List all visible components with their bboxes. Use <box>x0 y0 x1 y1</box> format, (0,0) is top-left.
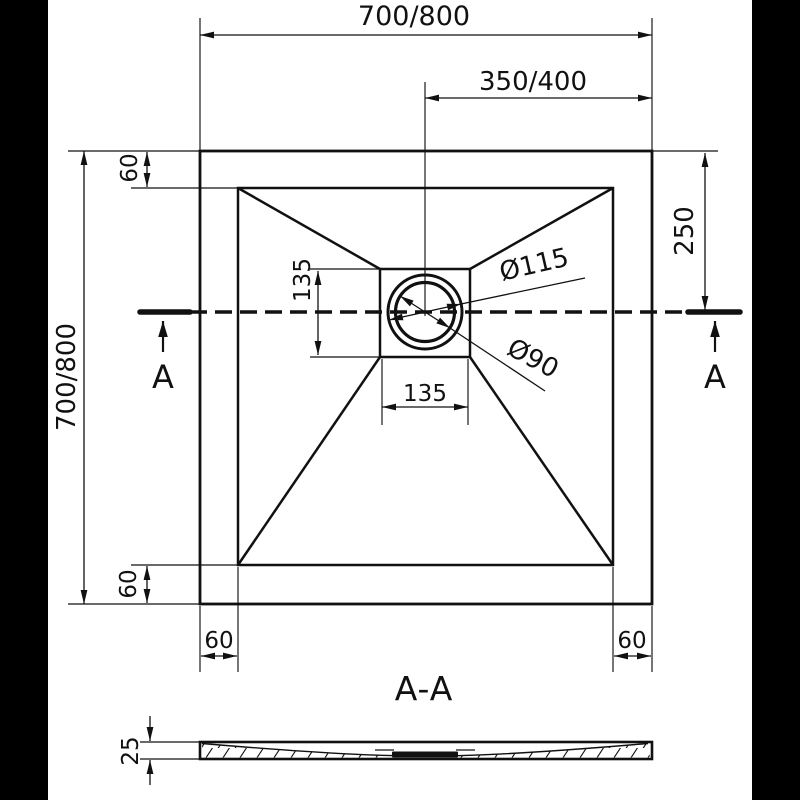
section-title: A-A <box>394 669 454 708</box>
dim-section-thickness: 25 <box>118 736 144 766</box>
dim-drain-square-width: 135 <box>403 381 447 407</box>
drawing-sheet <box>48 0 752 800</box>
tray-outer-edge <box>200 151 652 604</box>
dim-drain-outer-diameter: Ø115 <box>496 242 572 288</box>
dim-drain-square-height: 135 <box>290 258 316 302</box>
extension-lines <box>68 18 718 672</box>
section-drain-body <box>392 752 458 758</box>
dim-rim-right: 60 <box>617 628 647 654</box>
dim-drain-center-from-right: 350/400 <box>478 67 588 97</box>
dim-rim-top: 60 <box>117 153 143 183</box>
dim-drain-offset-from-top: 250 <box>670 206 700 256</box>
dim-rim-bottom: 60 <box>116 569 142 599</box>
section-view <box>140 716 652 785</box>
dim-overall-height: 700/800 <box>52 322 82 432</box>
section-letter-left: A <box>152 358 174 396</box>
shower-tray-technical-drawing <box>48 0 752 800</box>
dim-overall-width: 700/800 <box>357 1 471 32</box>
drain-diameter-leaders <box>389 278 585 391</box>
section-letter-right: A <box>704 358 726 396</box>
dim-drain-inner-diameter: Ø90 <box>502 333 564 385</box>
dim-rim-left: 60 <box>204 628 234 654</box>
